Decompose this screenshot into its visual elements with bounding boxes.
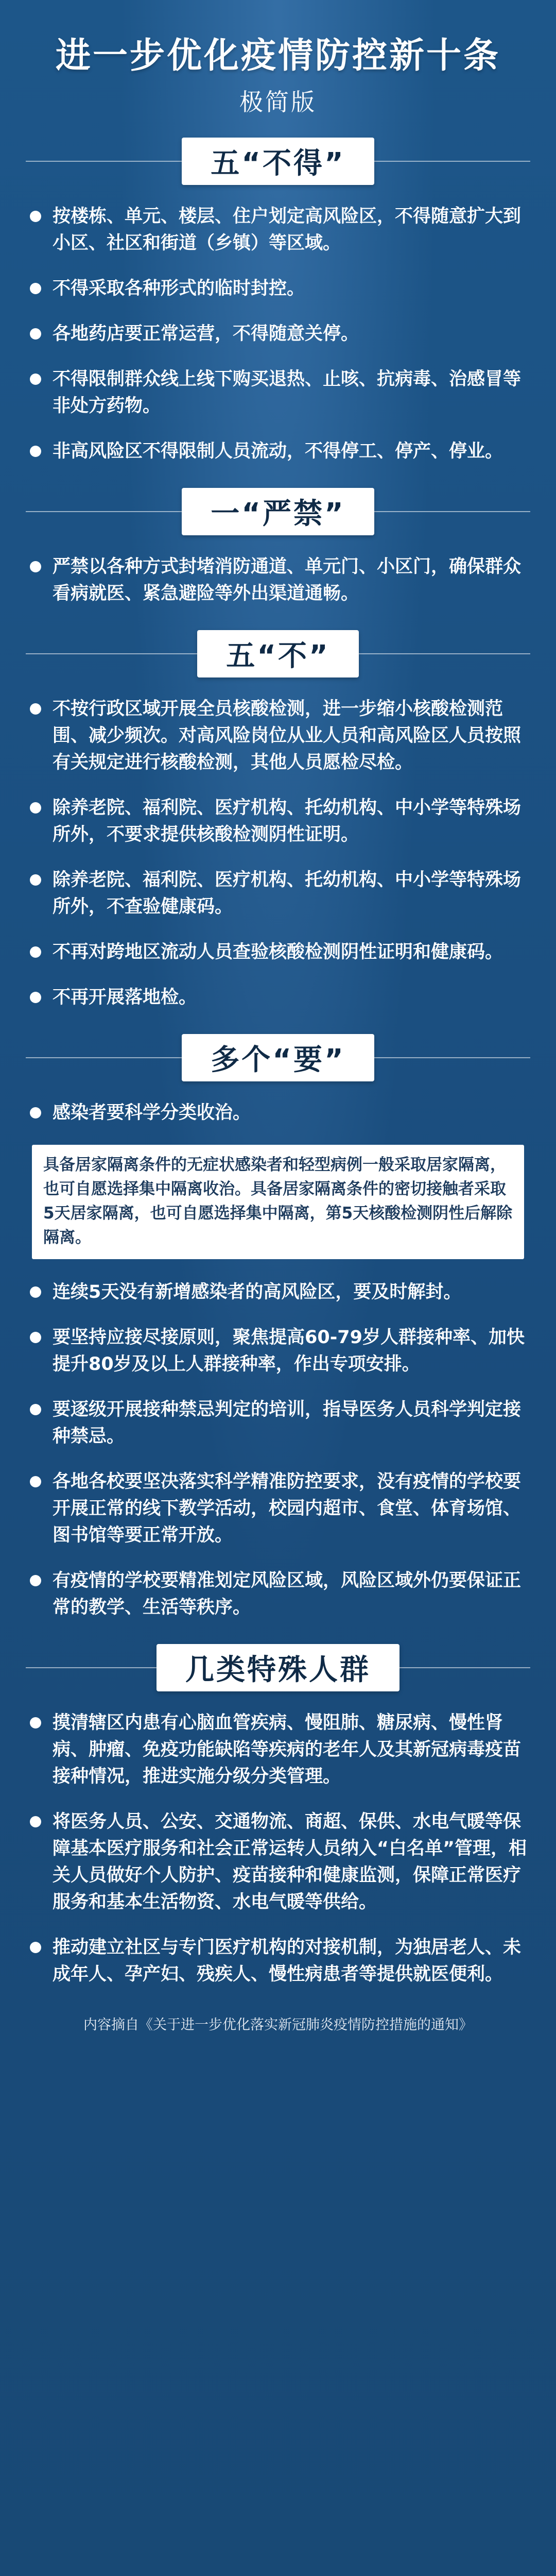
bullet-dot: [30, 802, 41, 814]
list-item: [30, 696, 528, 776]
list-item: [30, 438, 528, 465]
note-box: 具备居家隔离条件的无症状感染者和轻型病例一般采取居家隔离，也可自愿选择集中隔离收治。具备居家隔离条件的密切接触者采取5天居家隔离，也可自愿选择集中隔离，第5天核酸检测阴性后解除隔离。: [32, 1145, 524, 1259]
list-item-text: 要坚持应接尽接原则，聚焦提高60-79岁人群接种率、加快提升80岁及以上人群接种率，作出专项安排。: [53, 1327, 525, 1375]
list-item: [30, 1324, 528, 1378]
list-item-text: 各地药店要正常运营，不得随意关停。: [53, 324, 359, 345]
section-label: 多个“要”: [182, 1034, 374, 1081]
list-item: [30, 1099, 528, 1126]
list-item-text: 连续5天没有新增感染者的高风险区，要及时解封。: [53, 1282, 462, 1303]
bullet-dot: [30, 1332, 41, 1343]
list-item: [30, 984, 528, 1011]
section-label: 五“不得”: [182, 138, 374, 185]
list-item-text: 不再开展落地检。: [53, 987, 197, 1008]
bullet-dot: [30, 1717, 41, 1728]
list-item-text: 要逐级开展接种禁忌判定的培训，指导医务人员科学判定接种禁忌。: [53, 1399, 522, 1447]
bullet-dot: [30, 992, 41, 1003]
list-item: [30, 794, 528, 848]
list-item-text: 除养老院、福利院、医疗机构、托幼机构、中小学等特殊场所外，不查验健康码。: [53, 870, 522, 918]
list-item-text: 按楼栋、单元、楼层、住户划定高风险区，不得随意扩大到小区、社区和街道（乡镇）等区域。: [53, 206, 522, 254]
list-item-text: 不得限制群众线上线下购买退热、止咳、抗病毒、治感冒等非处方药物。: [53, 369, 522, 417]
bullet-dot: [30, 1404, 41, 1415]
bullet-dot: [30, 1942, 41, 1953]
list-item: [30, 1934, 528, 1988]
section-duoge-yao: [0, 1029, 556, 1621]
item-list: [0, 1279, 556, 1621]
section-label: 一“严禁”: [182, 488, 374, 535]
section-header: [0, 1639, 556, 1696]
list-item-text: 不按行政区域开展全员核酸检测，进一步缩小核酸检测范围、减少频次。对高风险岗位从业人员和高风险区人员按照有关规定进行核酸检测，其他人员愿检尽检。: [53, 699, 522, 773]
bullet-dot: [30, 1816, 41, 1827]
list-item-text: 非高风险区不得限制人员流动，不得停工、停产、停业。: [53, 441, 503, 462]
section-wu-bude: [0, 133, 556, 465]
section-label: 五“不”: [197, 630, 359, 677]
list-item: [30, 553, 528, 607]
list-item: [30, 1396, 528, 1450]
section-yi-yanjin: [0, 483, 556, 607]
bullet-dot: [30, 561, 41, 572]
bullet-dot: [30, 946, 41, 958]
page-title: 进一步优化疫情防控新十条: [55, 36, 500, 76]
list-item: [30, 1808, 528, 1916]
bullet-dot: [30, 1107, 41, 1118]
list-item-text: 将医务人员、公安、交通物流、商超、保供、水电气暖等保障基本医疗服务和社会正常运转人员纳入“白名单”管理，相关人员做好个人防护、疫苗接种和健康监测，保障正常医疗服务和基本生活物资、水电气暖等供给。: [53, 1811, 527, 1913]
title-block: [0, 0, 556, 117]
list-item-text: 推动建立社区与专门医疗机构的对接机制，为独居老人、未成年人、孕产妇、残疾人、慢性病患者等提供就医便利。: [53, 1937, 522, 1985]
list-item: [30, 203, 528, 257]
list-item-text: 除养老院、福利院、医疗机构、托幼机构、中小学等特殊场所外，不要求提供核酸检测阴性证明。: [53, 798, 522, 845]
list-item: [30, 366, 528, 419]
list-item-text: 严禁以各种方式封堵消防通道、单元门、小区门，确保群众看病就医、紧急避险等外出渠道通畅。: [53, 556, 522, 604]
list-item: [30, 1567, 528, 1621]
list-item: [30, 867, 528, 920]
bullet-dot: [30, 1476, 41, 1487]
list-item: [30, 1709, 528, 1790]
bullet-dot: [30, 1575, 41, 1586]
section-header: [0, 625, 556, 682]
bullet-dot: [30, 374, 41, 385]
source-note: 内容摘自《关于进一步优化落实新冠肺炎疫情防控措施的通知》: [83, 2017, 473, 2033]
bullet-dot: [30, 446, 41, 457]
list-item: [30, 320, 528, 347]
bullet-dot: [30, 874, 41, 886]
list-item-text: 各地各校要坚决落实科学精准防控要求，没有疫情的学校要开展正常的线下教学活动，校园内超市、食堂、体育场馆、图书馆等要正常开放。: [53, 1471, 522, 1546]
section-special-groups: [0, 1639, 556, 1988]
item-list: [0, 1709, 556, 1988]
bullet-dot: [30, 703, 41, 715]
bullet-dot: [30, 1286, 41, 1298]
bullet-dot: [30, 283, 41, 294]
item-list: [0, 203, 556, 465]
list-item-text: 摸清辖区内患有心脑血管疾病、慢阻肺、糖尿病、慢性肾病、肿瘤、免疫功能缺陷等疾病的老年人及其新冠病毒疫苗接种情况，推进实施分级分类管理。: [53, 1713, 522, 1787]
item-list: [0, 1099, 556, 1126]
list-item: [30, 1279, 528, 1306]
list-item-text: 感染者要科学分类收治。: [53, 1103, 251, 1124]
item-list: [0, 696, 556, 1011]
page-subtitle: 极简版: [239, 88, 317, 116]
section-header: [0, 133, 556, 190]
list-item-text: 不再对跨地区流动人员查验核酸检测阴性证明和健康码。: [53, 942, 503, 963]
section-wu-bu: [0, 625, 556, 1011]
list-item-text: 有疫情的学校要精准划定风险区域，风险区域外仍要保证正常的教学、生活等秩序。: [53, 1570, 522, 1618]
section-header: [0, 1029, 556, 1086]
list-item: [30, 939, 528, 965]
list-item: [30, 275, 528, 302]
bullet-dot: [30, 211, 41, 222]
list-item-text: 不得采取各种形式的临时封控。: [53, 278, 305, 299]
section-header: [0, 483, 556, 540]
section-label: 几类特殊人群: [157, 1644, 399, 1691]
bullet-dot: [30, 328, 41, 340]
list-item: [30, 1468, 528, 1549]
item-list: [0, 553, 556, 607]
